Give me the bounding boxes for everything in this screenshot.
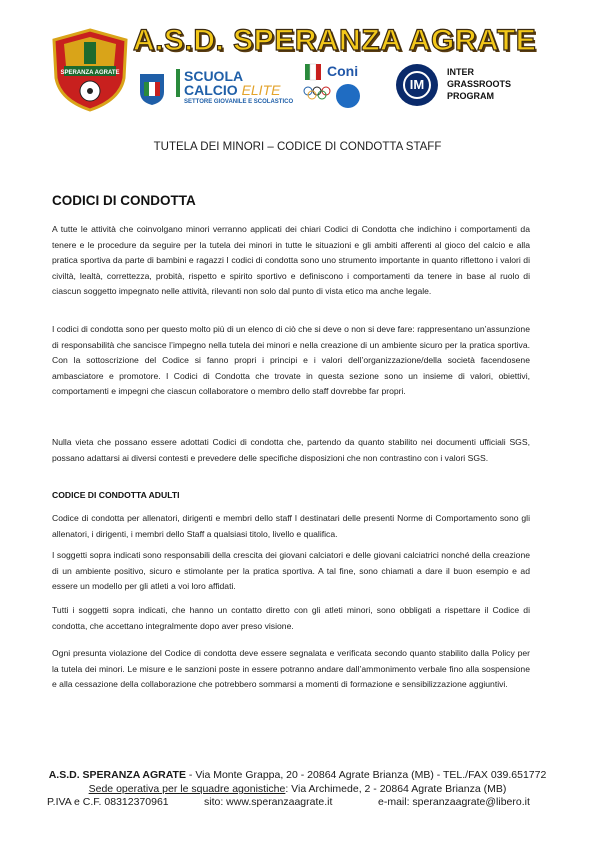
coni-italia-icon xyxy=(304,62,322,82)
inter-grassroots-text xyxy=(447,66,517,102)
scuola-line-1: SCUOLA xyxy=(184,68,244,84)
inter-line-3: PROGRAM xyxy=(447,91,494,101)
footer-piva: P.IVA e C.F. 08312370961 xyxy=(47,796,169,808)
coni-medal-icon xyxy=(336,84,360,108)
crest-text: SPERANZA AGRATE xyxy=(60,70,120,76)
paragraph: A tutte le attività che coinvolgano minori verranno applicati dei chiari Codici di Condotta che indichino i comportamenti da tenere e le procedure da seguire per la tutela dei minori in tutte le situazioni e gli ambiti afferenti al gioco del calcio e alla pratica sportiva da parte di bambini e ragazzi I codici di condotta sono uno strumento importante in quanto riflettono i valori di civiltà, lealtà, correttezza, probità, rispetto e spirito sportivo e definiscono i comportamenti da tenere in base al ruolo di ciascun soggetto impegnato nelle attività, rilevanti non solo dal punto di vista etico ma anche legale. xyxy=(52,224,530,297)
footer-address xyxy=(0,769,595,781)
footer-sede xyxy=(0,783,595,795)
section-title: CODICI DI CONDOTTA xyxy=(52,193,196,208)
inter-line-2: GRASSROOTS xyxy=(447,79,512,89)
paragraph: Ogni presunta violazione del Codice di condotta deve essere segnalata e verificata secondo quanto stabilito dalla Policy per la tutela dei minori. Le misure e le sanzioni poste in essere potranno andare dall’ammonimento verbale fino alla sospensione e alla cessazione della collaborazione che potrebbero sommarsi a momenti di formazione e sensibilizzazione aggiuntivi. xyxy=(52,648,530,690)
scuola-accent-bar xyxy=(176,69,180,97)
club-crest-logo xyxy=(50,28,130,112)
paragraph: I soggetti sopra indicati sono responsabili della crescita dei giovani calciatori e delle giovani calciatrici nonché della creazione di un ambiente positivo, sicuro e stimolante per la pratica sportiva. A tal fine, sono chiamati a dare il buon esempio e ad essere un modello per gli atleti a voi loro affidati. xyxy=(52,550,530,592)
paragraph: Tutti i soggetti sopra indicati, che hanno un contatto diretto con gli atleti minori, sono obbligati a rispettare il Codice di condotta, che accettano integralmente dopo aver preso visione. xyxy=(52,605,530,631)
scuola-line-3: SETTORE GIOVANILE E SCOLASTICO xyxy=(184,99,294,105)
scuola-line-2 xyxy=(184,83,280,97)
paragraph: I codici di condotta sono per questo molto più di un elenco di ciò che si deve o non si deve fare: rappresentano un’assunzione di responsabilità che sancisce l’impegno nella tutela dei minori e nella creazione di un ambiente sicuro per la pratica sportiva. Con la sottoscrizione del Codice si fanno propri i principi e i valori dell’organizzazione/della società facendosene ambasciatore e promotore. I Codici di Condotta che trovate in questa sezione sono un insieme di valori, obiettivi, comportamenti e impegni che ciascun collaboratore o membro dello staff dovrebbe far propri. xyxy=(52,324,530,397)
paragraph: Nulla vieta che possano essere adottati Codici di condotta che, partendo da quanto stabilito nei documenti ufficiali SGS, possano adattarsi ai diversi contesti e prevedere delle specifiche disposizioni che non contrastino con i valori SGS. xyxy=(52,437,530,463)
footer-sede-label: Sede operativa per le squadre agonistiche xyxy=(88,783,286,795)
footer-website-link[interactable]: sito: www.speranzaagrate.it xyxy=(204,796,333,808)
club-name-heading: A.S.D. SPERANZA AGRATE xyxy=(133,24,537,57)
footer-club-name: A.S.D. SPERANZA AGRATE xyxy=(48,769,186,781)
footer-address-text: - Via Monte Grappa, 20 - 20864 Agrate Brianza (MB) - TEL./FAX 039.651772 xyxy=(185,769,547,781)
footer-email-link[interactable]: e-mail: speranzaagrate@libero.it xyxy=(378,796,530,808)
footer-sede-address: : Via Archimede, 2 - 20864 Agrate Brianza (MB) xyxy=(285,783,507,795)
document-subtitle: TUTELA DEI MINORI – CODICE DI CONDOTTA STAFF xyxy=(153,141,442,153)
paragraph: Codice di condotta per allenatori, dirigenti e membri dello staff I destinatari delle presenti Norme di Comportamento sono gli allenatori, i dirigenti, i membri dello Staff a qualsiasi titolo, livello e qualifica. xyxy=(52,513,530,539)
figc-italia-shield-icon xyxy=(139,72,165,106)
coni-label: Coni xyxy=(327,63,359,79)
subheading: CODICE DI CONDOTTA ADULTI xyxy=(52,490,180,500)
inter-logo xyxy=(396,64,438,106)
olympic-rings-icon xyxy=(302,86,332,100)
scuola-elite-text: ELITE xyxy=(241,82,281,98)
coni-logo xyxy=(300,60,366,112)
inter-line-1: INTER xyxy=(447,67,474,77)
inter-mark-icon: IM xyxy=(403,71,431,99)
scuola-calcio-elite-logo xyxy=(176,69,296,109)
scuola-calcio-text: CALCIO xyxy=(184,82,238,98)
